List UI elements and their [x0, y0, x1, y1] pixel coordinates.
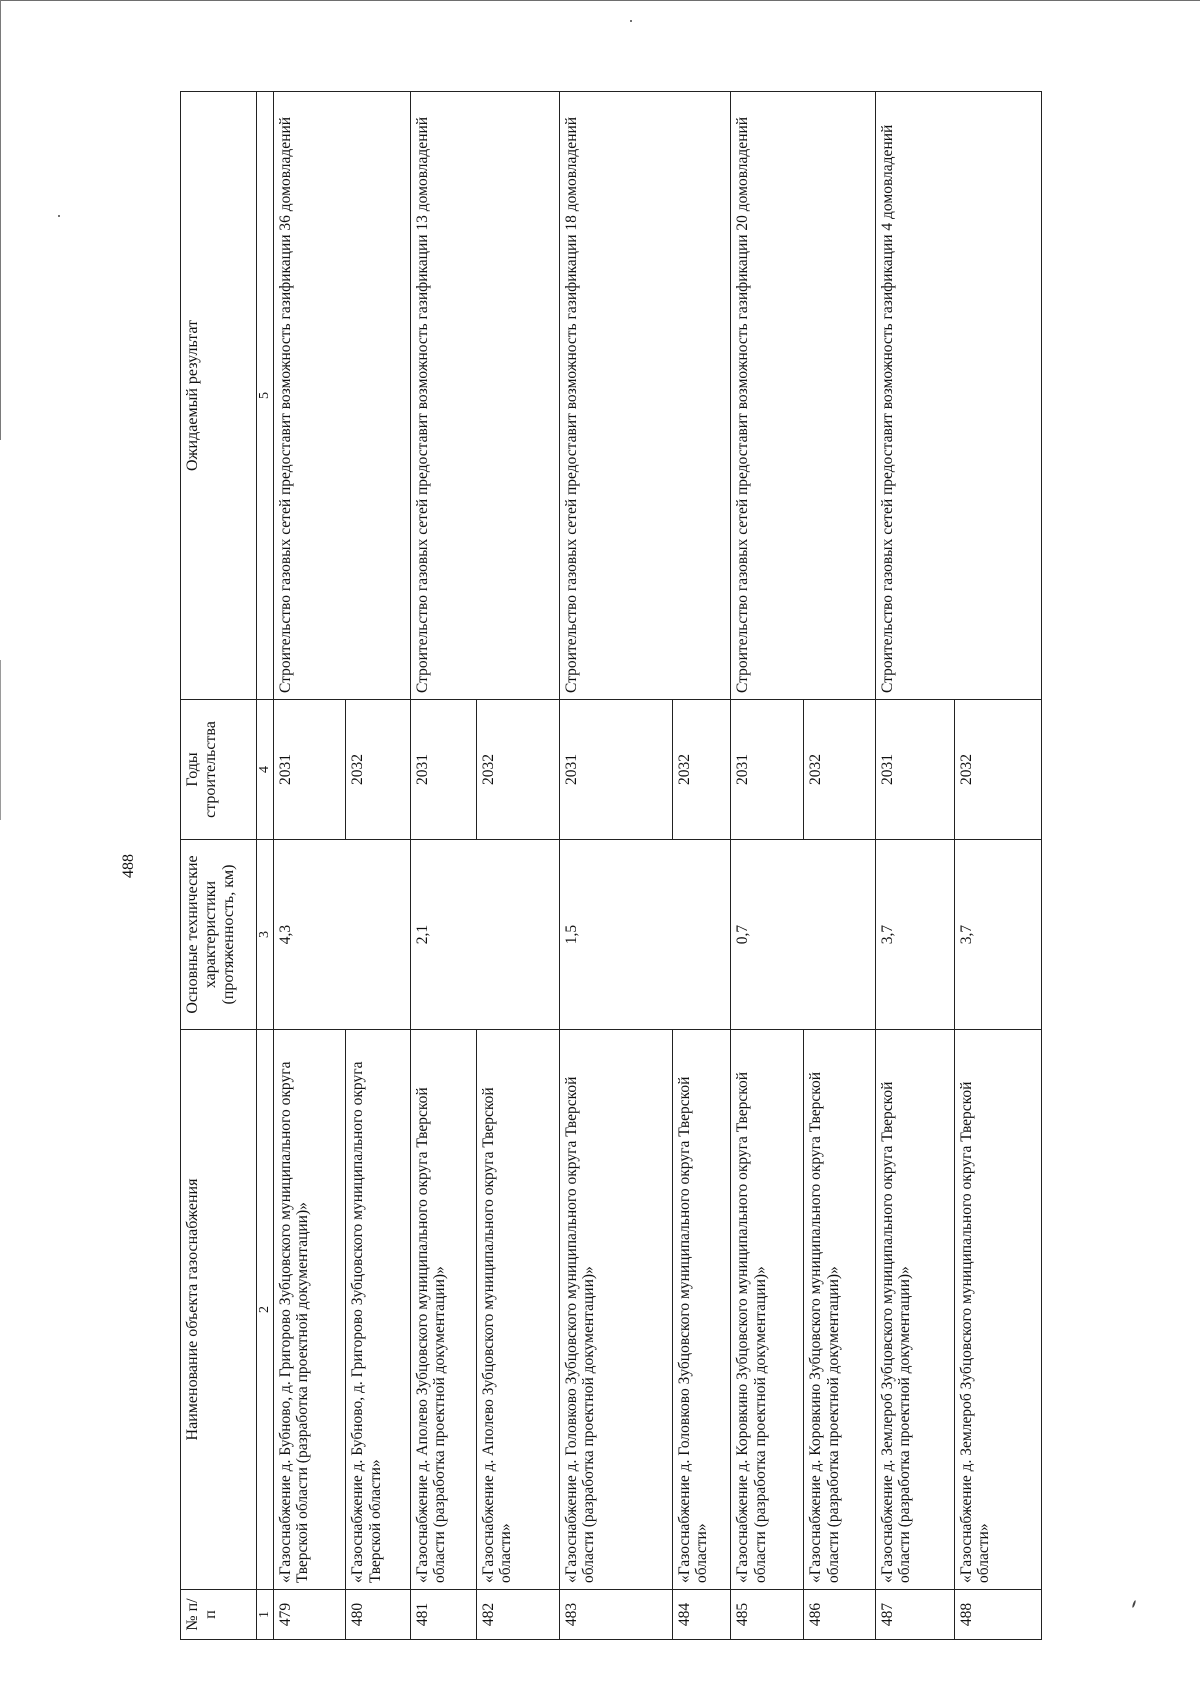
length-value: 2,1	[411, 840, 560, 1030]
row-number: 482	[476, 1590, 559, 1640]
object-name: «Газоснабжение д. Аполево Зубцовского муниципального округа Тверской области (разработка проектной документации)»	[411, 1030, 477, 1590]
header-name: Наименование объекта газоснабжения	[181, 1030, 257, 1590]
table-row	[731, 92, 804, 1640]
table-row	[559, 92, 672, 1640]
header-years: Годы строительства	[181, 700, 257, 840]
scan-edge-left	[0, 0, 1, 440]
header-num: № п/п	[181, 1590, 257, 1640]
object-name: «Газоснабжение д. Землероб Зубцовского муниципального округа Тверской области»	[955, 1030, 1042, 1590]
construction-year: 2031	[875, 700, 955, 840]
rotated-page	[120, 92, 1042, 1640]
table-row	[875, 92, 955, 1640]
column-number: 1	[257, 1590, 274, 1640]
gas-supply-table	[180, 91, 1042, 1640]
expected-result: Строительство газовых сетей предоставит возможность газификации 13 домовладений	[411, 92, 560, 700]
scan-speck	[1132, 1600, 1137, 1608]
row-number: 479	[274, 1590, 346, 1640]
length-value: 4,3	[274, 840, 411, 1030]
column-number: 5	[257, 92, 274, 700]
length-value: 3,7	[955, 840, 1042, 1030]
construction-year: 2031	[731, 700, 804, 840]
row-number: 483	[559, 1590, 672, 1640]
row-number: 487	[875, 1590, 955, 1640]
table-row	[411, 92, 477, 1640]
scan-speck	[630, 20, 632, 22]
column-number: 4	[257, 700, 274, 840]
construction-year: 2032	[804, 700, 875, 840]
object-name: «Газоснабжение д. Бубново, д. Григорово Зубцовского муниципального округа Тверской области»	[346, 1030, 411, 1590]
length-value: 1,5	[559, 840, 731, 1030]
row-number: 488	[955, 1590, 1042, 1640]
row-number: 484	[672, 1590, 731, 1640]
column-number: 2	[257, 1030, 274, 1590]
construction-year: 2031	[559, 700, 672, 840]
length-value: 3,7	[875, 840, 955, 1030]
page-number: 488	[120, 854, 137, 878]
expected-result: Строительство газовых сетей предоставит возможность газификации 18 домовладений	[559, 92, 731, 700]
scan-speck	[58, 215, 60, 217]
object-name: «Газоснабжение д. Аполево Зубцовского муниципального округа Тверской области»	[476, 1030, 559, 1590]
scan-edge-top	[0, 0, 1200, 1]
object-name: «Газоснабжение д. Коровкино Зубцовского муниципального округа Тверской области (разработка проектной документации)»	[804, 1030, 875, 1590]
header-result: Ожидаемый результат	[181, 92, 257, 700]
column-number: 3	[257, 840, 274, 1030]
construction-year: 2032	[346, 700, 411, 840]
expected-result: Строительство газовых сетей предоставит возможность газификации 4 домовладений	[875, 92, 1041, 700]
header-characteristics: Основные технические характеристики (протяженность, км)	[181, 840, 257, 1030]
object-name: «Газоснабжение д. Бубново, д. Григорово Зубцовского муниципального округа Тверской области (разработка проектной документации)»	[274, 1030, 346, 1590]
construction-year: 2031	[411, 700, 477, 840]
row-number: 485	[731, 1590, 804, 1640]
construction-year: 2032	[955, 700, 1042, 840]
object-name: «Газоснабжение д. Головково Зубцовского муниципального округа Тверской области»	[672, 1030, 731, 1590]
length-value: 0,7	[731, 840, 875, 1030]
row-number: 486	[804, 1590, 875, 1640]
construction-year: 2032	[476, 700, 559, 840]
row-number: 480	[346, 1590, 411, 1640]
object-name: «Газоснабжение д. Землероб Зубцовского муниципального округа Тверской области (разработка проектной документации)»	[875, 1030, 955, 1590]
construction-year: 2031	[274, 700, 346, 840]
expected-result: Строительство газовых сетей предоставит возможность газификации 20 домовладений	[731, 92, 875, 700]
expected-result: Строительство газовых сетей предоставит возможность газификации 36 домовладений	[274, 92, 411, 700]
object-name: «Газоснабжение д. Головково Зубцовского муниципального округа Тверской области (разработка проектной документации)»	[559, 1030, 672, 1590]
construction-year: 2032	[672, 700, 731, 840]
row-number: 481	[411, 1590, 477, 1640]
table-row	[274, 92, 346, 1640]
object-name: «Газоснабжение д. Коровкино Зубцовского муниципального округа Тверской области (разработка проектной документации)»	[731, 1030, 804, 1590]
scan-edge-left-lower	[0, 660, 1, 820]
